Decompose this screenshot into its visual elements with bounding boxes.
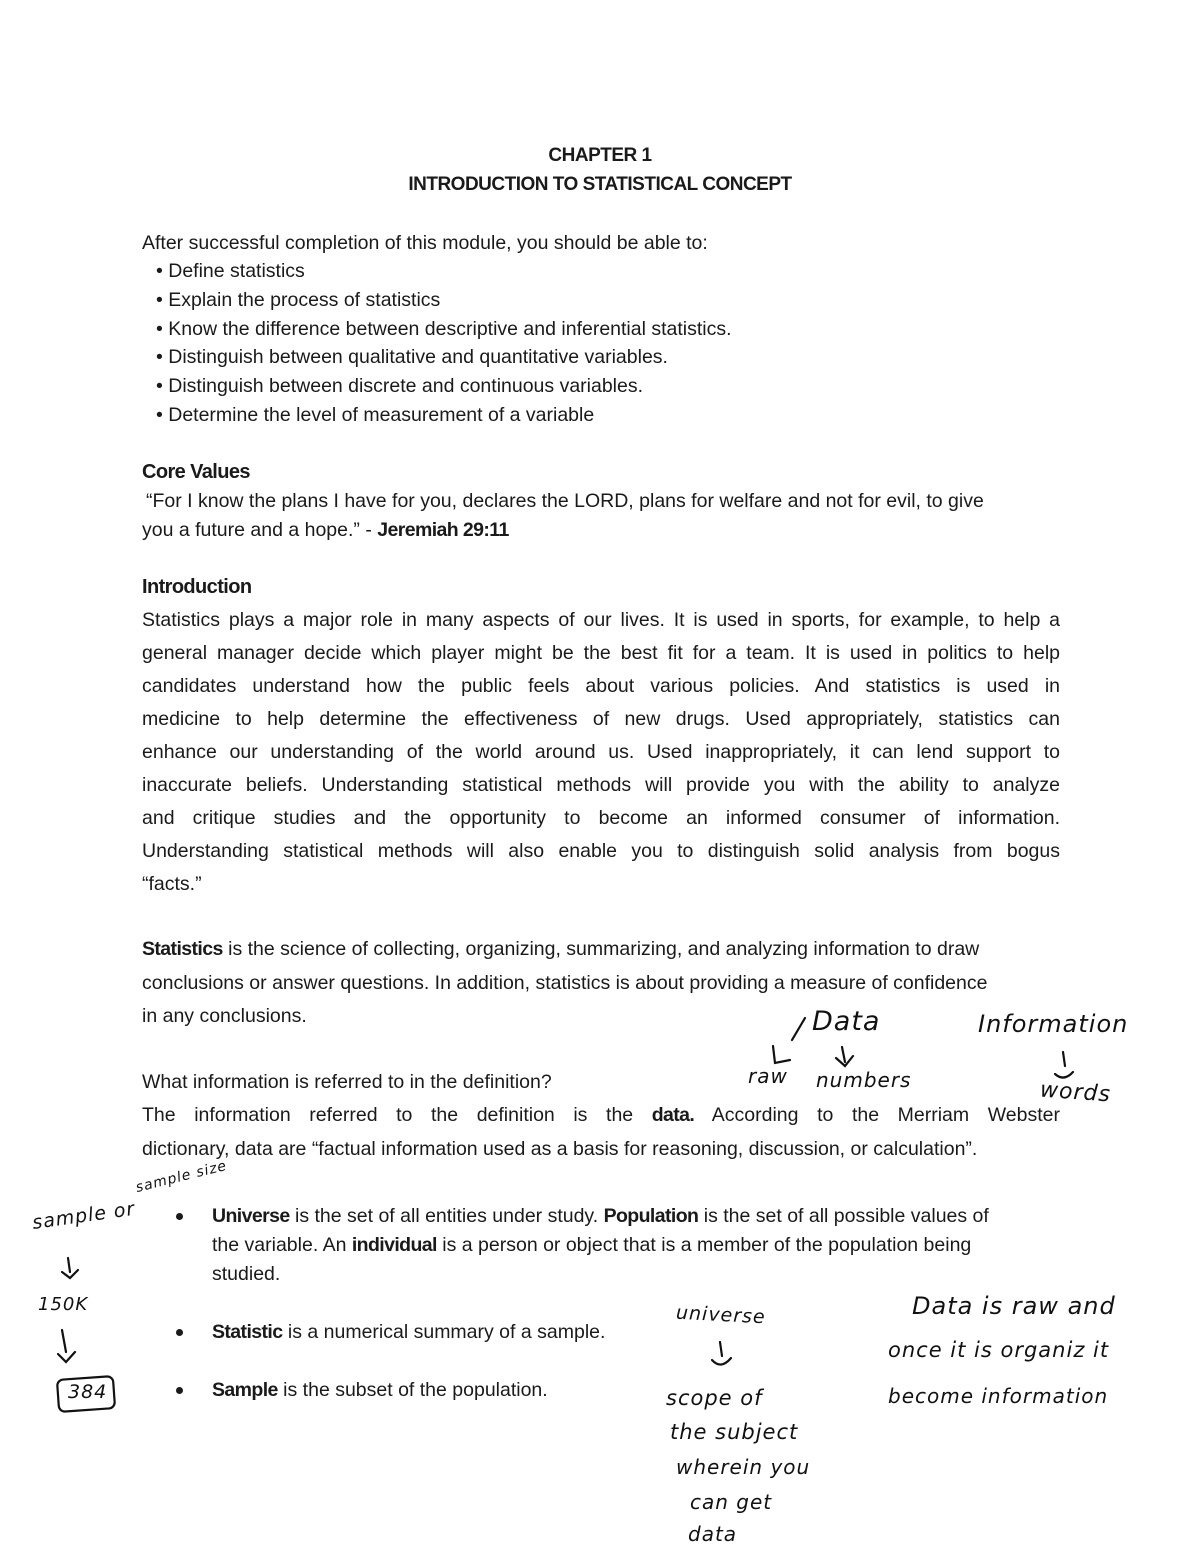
answer-text: According to the Merriam Webster <box>694 1104 1060 1126</box>
universe-bullet-line2 <box>212 1233 971 1257</box>
sample-term: Sample <box>212 1379 278 1401</box>
statistic-term: Statistic <box>212 1321 283 1343</box>
intro-line: general manager decide which player might be the best fit for a team. It is used in politics to help <box>142 642 1060 664</box>
note-scope-line: can get <box>690 1490 773 1514</box>
ink-arrow-words <box>1055 1052 1073 1078</box>
definition-text: is the science of collecting, organizing, summarizing, and analyzing information to draw <box>222 938 980 960</box>
statistics-definition-line1 <box>142 937 979 961</box>
bullet-text: the variable. An <box>212 1234 352 1256</box>
statistics-definition-line3: in any conclusions. <box>142 1005 307 1027</box>
bullet-text: is a numerical summary of a sample. <box>282 1321 606 1343</box>
ink-arrow-sample <box>62 1258 78 1278</box>
note-scope-line: wherein you <box>676 1455 811 1479</box>
universe-bullet-line3: studied. <box>212 1263 281 1285</box>
chapter-label: CHAPTER 1 <box>548 145 652 166</box>
note-scope-line: data <box>688 1522 738 1546</box>
question-text: What information is referred to in the definition? <box>142 1071 552 1093</box>
answer-line2: dictionary, data are “factual information used as a basis for reasoning, discussion, or calculation”. <box>142 1138 978 1160</box>
objectives-intro: After successful completion of this module, you should be able to: <box>142 232 708 254</box>
note-384: 384 <box>68 1381 108 1403</box>
intro-line: medicine to help determine the effectiveness of new drugs. Used appropriately, statistics can <box>142 708 1060 730</box>
intro-line: candidates understand how the public feels about various policies. And statistics is used in <box>142 675 1060 697</box>
universe-bullet-line1 <box>212 1204 1060 1228</box>
individual-term: individual <box>351 1234 437 1256</box>
intro-line: inaccurate beliefs. Understanding statistical methods will provide you with the ability to analyze <box>142 774 1060 796</box>
note-raw: raw <box>748 1064 788 1088</box>
ink-arrow-150k <box>58 1330 75 1362</box>
objective-item: • Define statistics <box>156 260 305 282</box>
note-sample-or: sample or <box>30 1197 137 1234</box>
population-term: Population <box>603 1205 699 1227</box>
ink-arrow-raw <box>773 1046 790 1063</box>
note-universe: universe <box>675 1301 767 1329</box>
objective-item: • Distinguish between discrete and continuous variables. <box>156 375 644 397</box>
note-data-raw-line: Data is raw and <box>912 1292 1116 1320</box>
answer-line1 <box>142 1103 1060 1127</box>
intro-line: enhance our understanding of the world around us. Used inappropriately, it can lend support to <box>142 741 1060 763</box>
objective-item: • Explain the process of statistics <box>156 289 441 311</box>
bullet-dot <box>176 1387 183 1394</box>
objective-item: • Determine the level of measurement of a variable <box>156 404 595 426</box>
note-data-raw-line: once it is organiz it <box>888 1338 1110 1362</box>
scripture-reference: Jeremiah 29:11 <box>377 519 509 541</box>
note-data: Data <box>812 1006 881 1037</box>
statistic-bullet <box>212 1320 605 1344</box>
ink-slash <box>792 1018 805 1040</box>
bullet-text: is the set of all entities under study. <box>289 1205 604 1227</box>
bullet-dot <box>176 1329 183 1336</box>
statistics-term: Statistics <box>142 938 223 960</box>
universe-term: Universe <box>212 1205 290 1227</box>
note-150k: 150K <box>38 1294 89 1315</box>
core-values-quote-line1: “For I know the plans I have for you, declares the LORD, plans for welfare and not for evil, to give <box>146 490 984 512</box>
chapter-title: INTRODUCTION TO STATISTICAL CONCEPT <box>408 174 792 195</box>
ink-arrow-numbers <box>836 1047 853 1066</box>
note-numbers: numbers <box>816 1068 912 1092</box>
note-data-raw-line: become information <box>888 1384 1109 1408</box>
note-sample-size: sample size <box>134 1157 229 1196</box>
core-values-heading: Core Values <box>142 461 250 483</box>
bullet-text: is the subset of the population. <box>277 1379 548 1401</box>
bullet-text: is a person or object that is a member of the population being <box>436 1234 972 1256</box>
ink-arrow-universe <box>712 1342 731 1365</box>
intro-line-last: “facts.” <box>142 873 202 895</box>
answer-text: The information referred to the definition is the <box>142 1104 652 1126</box>
objective-item: • Distinguish between qualitative and quantitative variables. <box>156 346 668 368</box>
note-information: Information <box>978 1010 1129 1038</box>
bullet-dot <box>176 1213 183 1220</box>
statistics-definition-line2: conclusions or answer questions. In addition, statistics is about providing a measure of confidence <box>142 972 988 994</box>
bullet-text: is the set of all possible values of <box>698 1205 989 1227</box>
intro-line: Understanding statistical methods will also enable you to distinguish solid analysis from bogus <box>142 840 1060 862</box>
objective-item: • Know the difference between descriptive and inferential statistics. <box>156 318 732 340</box>
introduction-heading: Introduction <box>142 576 252 598</box>
note-scope-line: the subject <box>670 1420 799 1444</box>
note-scope-line: scope of <box>666 1386 763 1410</box>
core-values-quote-line2 <box>142 518 509 542</box>
quote-text: you a future and a hope.” - <box>142 519 378 541</box>
intro-line: and critique studies and the opportunity to become an informed consumer of information. <box>142 807 1060 829</box>
sample-bullet <box>212 1378 548 1402</box>
note-words: words <box>1039 1077 1112 1108</box>
intro-line: Statistics plays a major role in many aspects of our lives. It is used in sports, for example, to help a <box>142 609 1060 631</box>
data-term: data. <box>651 1104 695 1126</box>
